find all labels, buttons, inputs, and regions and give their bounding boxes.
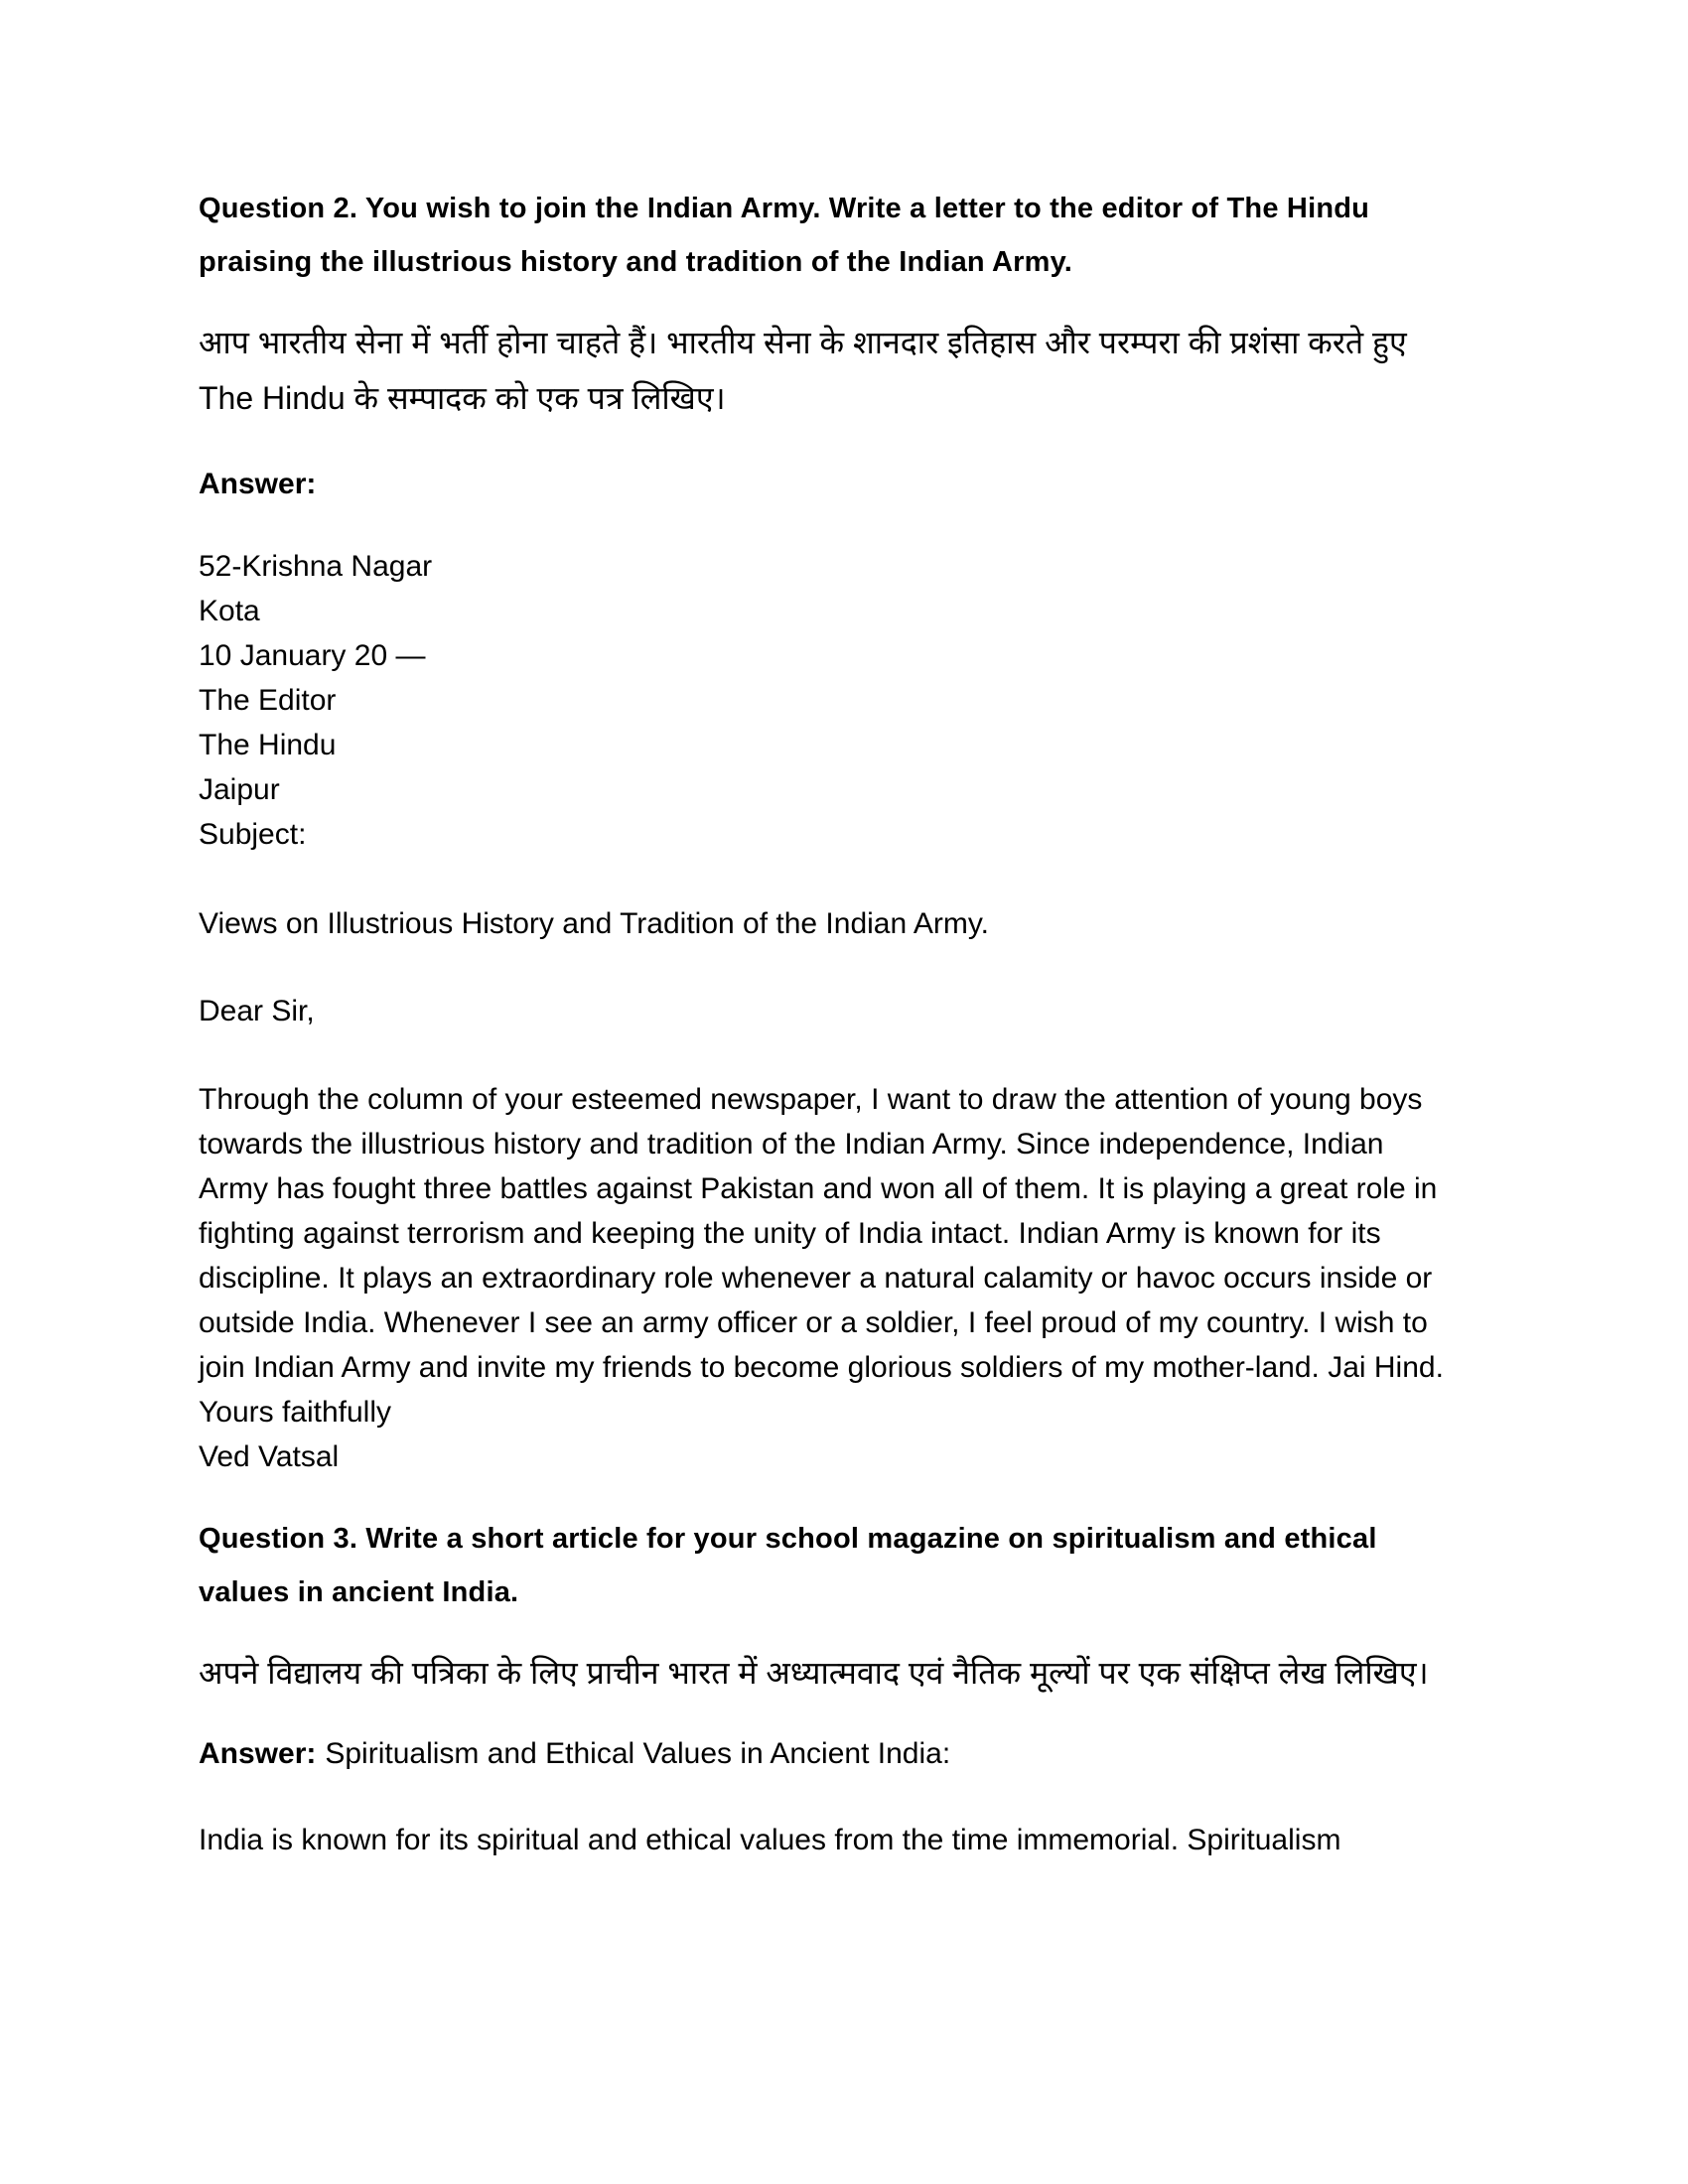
letter-address-line: 52-Krishna Nagar xyxy=(199,550,433,583)
article-first-line: India is known for its spiritual and ethical values from the time immemorial. Spiritualism xyxy=(199,1824,1341,1856)
letter-closing: Yours faithfully xyxy=(199,1396,392,1429)
letter-address-block xyxy=(199,544,1460,857)
page-content xyxy=(199,182,1460,1862)
question2-answer-label: Answer: xyxy=(199,468,317,500)
question3-answer-title: Spiritualism and Ethical Values in Ancient India: xyxy=(325,1737,951,1770)
letter-signature: Ved Vatsal xyxy=(199,1440,340,1473)
question3-answer-label: Answer: xyxy=(199,1737,317,1770)
question3-hindi-text: अपने विद्यालय की पत्रिका के लिए प्राचीन भारत में अध्यात्मवाद एवं नैतिक मूल्यों पर एक संक्षिप्त लेख लिखिए। xyxy=(199,1655,1429,1691)
question2-heading: Question 2. You wish to join the Indian Army. Write a letter to the editor of The Hindu praising the illustrious history and tradition of the Indian Army. xyxy=(199,193,1370,278)
letter-address-line: 10 January 20 — xyxy=(199,639,426,672)
letter-address-line: Jaipur xyxy=(199,773,280,806)
letter-address-line: Subject: xyxy=(199,818,307,851)
letter-subject-text: Views on Illustrious History and Tradition of the Indian Army. xyxy=(199,907,989,940)
question3-answer-line xyxy=(199,1731,1460,1776)
letter-salutation: Dear Sir, xyxy=(199,995,315,1027)
letter-address-line: Kota xyxy=(199,595,260,627)
letter-address-line: The Hindu xyxy=(199,729,337,761)
letter-body-paragraph: Through the column of your esteemed newspaper, I want to draw the attention of young boys towards the illustrious history and tradition of the Indian Army. Since independence, Indian Army has fought three battles against Pakistan and won all of them. It is playing a great role in fighting against terrorism and keeping the unity of India intact. Indian Army is known for its discipline. It plays an extraordinary role whenever a natural calamity or havoc occurs inside or outside India. Whenever I see an army officer or a soldier, I feel proud of my country. I wish to join Indian Army and invite my friends to become glorious soldiers of my mother-land. Jai Hind. xyxy=(199,1083,1444,1384)
question2-hindi-text: आप भारतीय सेना में भर्ती होना चाहते हैं। भारतीय सेना के शानदार इतिहास और परम्परा की प्रशंसा करते हुए The Hindu के सम्पादक को एक पत्र लिखिए। xyxy=(199,325,1407,416)
question3-heading: Question 3. Write a short article for your school magazine on spiritualism and ethical values in ancient India. xyxy=(199,1523,1377,1608)
letter-address-line: The Editor xyxy=(199,684,337,717)
